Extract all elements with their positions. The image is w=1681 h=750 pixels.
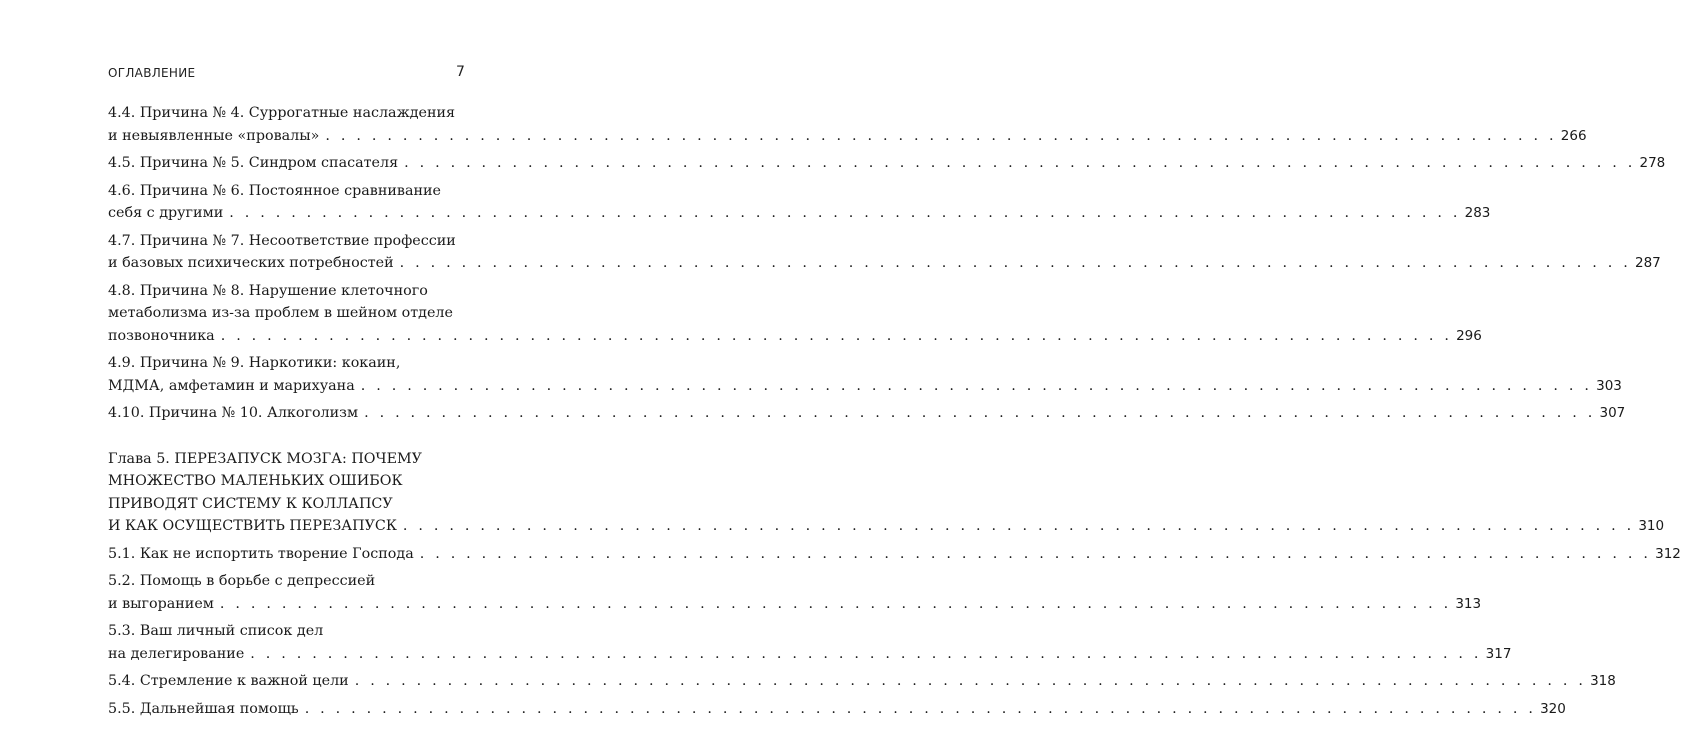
toc-entry (108, 543, 1681, 566)
toc-entry-title: позвоночника (108, 327, 215, 344)
toc-entry-line (108, 570, 467, 593)
toc-entry-line (108, 125, 1587, 148)
toc-entry-title: и выгоранием (108, 595, 214, 612)
toc-entry-title: 4.7. Причина № 7. Несоответствие профессии (108, 232, 456, 249)
table-of-contents (108, 102, 1681, 725)
toc-page-number: 303 (1596, 377, 1622, 394)
toc-entry (108, 102, 1587, 147)
toc-entry-title: на делегирование (108, 645, 245, 662)
toc-entry-line (108, 352, 467, 375)
toc-entry-line (108, 302, 467, 325)
toc-page-number: 278 (1639, 155, 1666, 171)
toc-entry-title: 4.5. Причина № 5. Синдром спасателя (108, 155, 399, 171)
toc-entry-line (108, 375, 1622, 398)
toc-entry-title: и базовых психических потребностей (108, 255, 394, 271)
dot-leader: . . . . . . . . . . . . . . . . . . . . . . . . . . . . . . . . . . . . . . . . . . . . . . . . . . . . . . . . . . . . . . . . . . . . . . . . . . . . . . . . (419, 545, 1652, 562)
toc-entry (108, 698, 1566, 721)
toc-entry-line (108, 230, 467, 253)
dot-leader: . . . . . . . . . . . . . . . . . . . . . . . . . . . . . . . . . . . . . . . . . . . . . . . . . . . . . . . . . . . . . . . . . . . . . . . . . . . . . . . . (304, 700, 1537, 717)
toc-entry-line (108, 252, 1661, 275)
toc-page-number: 296 (1456, 327, 1482, 344)
toc-entry (108, 402, 1626, 425)
toc-entry-line (108, 325, 1482, 348)
toc-entry-title: 4.9. Причина № 9. Наркотики: кокаин, (108, 355, 401, 371)
toc-entry-title: 5.4. Стремление к важной цели (108, 673, 349, 689)
toc-entry-line (108, 698, 1566, 721)
toc-entry-line (108, 470, 467, 493)
dot-leader: . . . . . . . . . . . . . . . . . . . . . . . . . . . . . . . . . . . . . . . . . . . . . . . . . . . . . . . . . . . . . . . . . . . . . . . . . . . . . . . . (229, 205, 1461, 221)
toc-entry (108, 280, 1482, 348)
toc-chapter-entry (108, 448, 1665, 538)
toc-entry-line (108, 593, 1482, 616)
toc-page-number: 283 (1464, 205, 1491, 221)
toc-entry-title: и невыявленные «провалы» (108, 127, 320, 144)
toc-entry-line (108, 515, 1665, 538)
toc-entry (108, 230, 1661, 275)
dot-leader: . . . . . . . . . . . . . . . . . . . . . . . . . . . . . . . . . . . . . . . . . . . . . . . . . . . . . . . . . . . . . . . . . . . . . . . . . . . . . . . . (220, 327, 1453, 344)
toc-entry-title: 4.6. Причина № 6. Постоянное сравнивание (108, 182, 441, 199)
toc-entry-line (108, 202, 1491, 225)
page-number: 7 (456, 64, 465, 80)
toc-page-number: 312 (1655, 545, 1681, 562)
toc-page-number: 317 (1485, 645, 1512, 662)
toc-entry-title: метаболизма из-за проблем в шейном отделе (108, 305, 453, 321)
toc-entry-title: 5.5. Дальнейшая помощь (108, 700, 299, 717)
dot-leader: . . . . . . . . . . . . . . . . . . . . . . . . . . . . . . . . . . . . . . . . . . . . . . . . . . . . . . . . . . . . . . . . . . . . . . . . . . . . . . . . (354, 673, 1587, 689)
toc-entry-title: 5.3. Ваш личный список дел (108, 623, 324, 639)
toc-page-number: 313 (1455, 595, 1482, 612)
toc-entry-title: Глава 5. ПЕРЕЗАПУСК МОЗГА: ПОЧЕМУ (108, 450, 422, 467)
toc-entry-title: И КАК ОСУЩЕСТВИТЬ ПЕРЕЗАПУСК (108, 518, 397, 534)
toc-entry-title: себя с другими (108, 205, 224, 221)
toc-page-number: 266 (1560, 127, 1587, 144)
toc-entry-title: МНОЖЕСТВО МАЛЕНЬКИХ ОШИБОК (108, 473, 403, 489)
toc-entry-line (108, 448, 467, 471)
toc-entry-line (108, 670, 1616, 693)
toc-entry-line (108, 280, 467, 303)
toc-entry-title: 4.4. Причина № 4. Суррогатные наслаждения (108, 105, 456, 121)
toc-entry-line (108, 102, 467, 125)
toc-entry-title: 4.8. Причина № 8. Нарушение клеточного (108, 282, 428, 299)
toc-entry-line (108, 180, 467, 203)
running-head: ОГЛАВЛЕНИЕ (108, 66, 196, 80)
dot-leader: . . . . . . . . . . . . . . . . . . . . . . . . . . . . . . . . . . . . . . . . . . . . . . . . . . . . . . . . . . . . . . . . . . . . . . . . . . . . . . . . (399, 255, 1631, 271)
toc-entry-line (108, 152, 1666, 175)
toc-entry-line (108, 402, 1626, 425)
toc-entry-line (108, 543, 1681, 566)
dot-leader: . . . . . . . . . . . . . . . . . . . . . . . . . . . . . . . . . . . . . . . . . . . . . . . . . . . . . . . . . . . . . . . . . . . . . . . . . . . . . . . . (250, 645, 1482, 662)
toc-entry (108, 152, 1666, 175)
toc-entry (108, 670, 1616, 693)
toc-entry (108, 570, 1482, 615)
dot-leader: . . . . . . . . . . . . . . . . . . . . . . . . . . . . . . . . . . . . . . . . . . . . . . . . . . . . . . . . . . . . . . . . . . . . . . . . . . . . . . . . (402, 518, 1635, 534)
toc-entry-title: ПРИВОДЯТ СИСТЕМУ К КОЛЛАПСУ (108, 495, 393, 512)
toc-entry-line (108, 643, 1512, 666)
toc-entry (108, 620, 1512, 665)
toc-entry (108, 352, 1622, 397)
toc-entry-line (108, 493, 467, 516)
toc-entry-title: МДМА, амфетамин и марихуана (108, 377, 355, 394)
dot-leader: . . . . . . . . . . . . . . . . . . . . . . . . . . . . . . . . . . . . . . . . . . . . . . . . . . . . . . . . . . . . . . . . . . . . . . . . . . . . . . . . (360, 377, 1593, 394)
toc-entry (108, 180, 1491, 225)
dot-leader: . . . . . . . . . . . . . . . . . . . . . . . . . . . . . . . . . . . . . . . . . . . . . . . . . . . . . . . . . . . . . . . . . . . . . . . . . . . . . . . . (219, 595, 1452, 612)
dot-leader: . . . . . . . . . . . . . . . . . . . . . . . . . . . . . . . . . . . . . . . . . . . . . . . . . . . . . . . . . . . . . . . . . . . . . . . . . . . . . . . . (325, 127, 1557, 144)
toc-page-number: 307 (1599, 405, 1626, 421)
toc-entry-title: 5.1. Как не испортить творение Господа (108, 545, 414, 562)
toc-page-number: 287 (1635, 255, 1661, 271)
toc-page-number: 318 (1590, 673, 1616, 689)
toc-entry-title: 4.10. Причина № 10. Алкоголизм (108, 405, 359, 421)
dot-leader: . . . . . . . . . . . . . . . . . . . . . . . . . . . . . . . . . . . . . . . . . . . . . . . . . . . . . . . . . . . . . . . . . . . . . . . . . . . . . . . . (404, 155, 1636, 171)
toc-entry-line (108, 620, 467, 643)
toc-page-number: 320 (1540, 700, 1566, 717)
toc-page-number: 310 (1638, 518, 1665, 534)
toc-entry-title: 5.2. Помощь в борьбе с депрессией (108, 573, 376, 589)
dot-leader: . . . . . . . . . . . . . . . . . . . . . . . . . . . . . . . . . . . . . . . . . . . . . . . . . . . . . . . . . . . . . . . . . . . . . . . . . . . . . . . . (364, 405, 1596, 421)
